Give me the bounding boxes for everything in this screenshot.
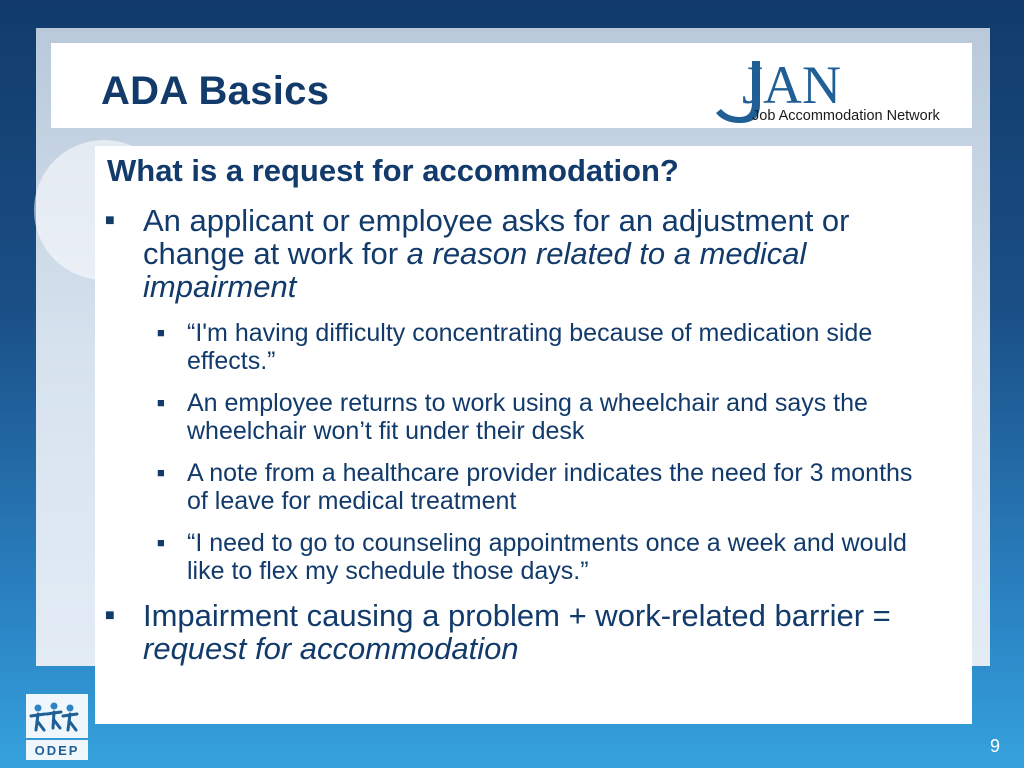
sub-bullet-item: [157, 319, 927, 375]
bullet-emphasis: request for accommodation: [143, 631, 519, 666]
bullet-text: An applicant or employee asks for an adjustment or change at work for: [143, 203, 850, 271]
square-bullet-icon: ■: [105, 607, 115, 624]
sub-bullet-item: [157, 459, 927, 515]
content-heading: What is a request for accommodation?: [107, 153, 679, 188]
slide-title: ADA Basics: [101, 69, 330, 113]
sub-bullet-text: A note from a healthcare provider indicates the need for 3 months of leave for medical treatment: [187, 459, 913, 515]
square-bullet-icon: ■: [105, 212, 115, 229]
bullet-item: [105, 203, 943, 304]
bullet-item: [105, 598, 943, 666]
square-bullet-icon: ■: [157, 535, 165, 550]
page-number: 9: [989, 736, 1000, 756]
sub-bullet-text: “I'm having difficulty concentrating because of medication side effects.”: [187, 319, 873, 375]
title-bar: [51, 43, 972, 128]
jan-wordmark: JAN: [742, 55, 842, 115]
odep-logo: [26, 694, 88, 760]
odep-wordmark: ODEP: [34, 743, 80, 758]
sub-bullet-text: An employee returns to work using a wheelchair and says the wheelchair won’t fit under their desk: [187, 389, 868, 445]
sub-bullet-item: [157, 529, 927, 585]
sub-bullet-text: “I need to go to counseling appointments once a week and would like to flex my schedule those days.”: [187, 529, 907, 585]
square-bullet-icon: ■: [157, 395, 165, 410]
square-bullet-icon: ■: [157, 465, 165, 480]
square-bullet-icon: ■: [157, 325, 165, 340]
sub-bullet-item: [157, 389, 927, 445]
slide-content: [95, 146, 972, 724]
jan-logo: [712, 47, 962, 127]
jan-tagline: Job Accommodation Network: [752, 108, 940, 124]
bullet-emphasis: a reason related to a medical impairment: [143, 236, 807, 304]
bullet-text: Impairment causing a problem + work-related barrier =: [143, 598, 891, 633]
